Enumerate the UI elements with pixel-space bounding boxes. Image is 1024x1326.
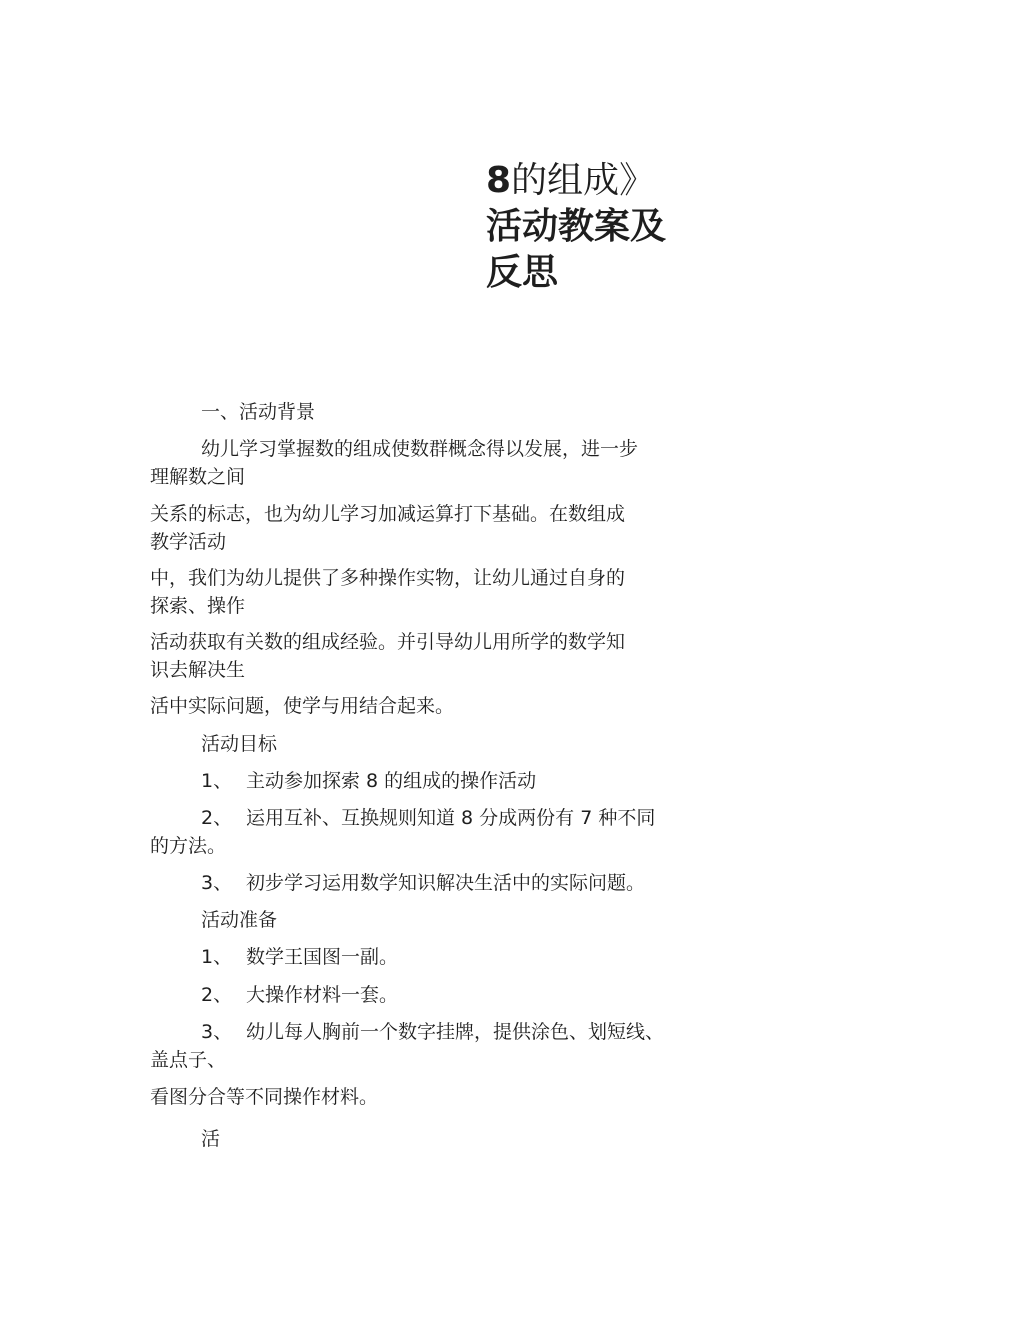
trailing-text: 活 [201,1128,221,1150]
paragraph-line: 识去解决生 [150,659,246,681]
paragraph-line: 教学活动 [150,531,227,553]
list-item [201,871,645,895]
paragraph-line: 活动获取有关数的组成经验。并引导幼儿用所学的数学知 [150,631,626,653]
title-line-1-text: 的组成》 [511,160,656,201]
paragraph-line: 活中实际问题，使学与用结合起来。 [150,695,455,717]
title-line-3: 反思 [486,252,559,293]
list-item-number: 1、 [201,946,233,968]
paragraph-line: 幼儿学习掌握数的组成使数群概念得以发展，进一步 [201,438,639,460]
list-item [201,945,398,969]
paragraph-line: 探索、操作 [150,595,246,617]
list-item [201,806,655,830]
list-item [201,1020,664,1044]
list-item-text: 数学王国图一副。 [246,946,399,968]
paragraph-line: 理解数之间 [150,466,246,488]
title-line-1 [486,158,686,204]
list-item-number: 2、 [201,807,233,829]
title-number: 8 [486,160,512,201]
list-item-text: 运用互补、互换规则知道 8 分成两份有 7 种不同 [246,807,656,829]
list-item-continuation: 的方法。 [150,835,227,857]
list-item-number: 3、 [201,872,233,894]
list-item [201,769,536,793]
list-item-continuation: 看图分合等不同操作材料。 [150,1086,379,1108]
list-item-number: 1、 [201,770,233,792]
section-heading-background: 一、活动背景 [201,401,316,423]
list-item-text: 主动参加探索 8 的组成的操作活动 [246,770,537,792]
paragraph-line: 中，我们为幼儿提供了多种操作实物，让幼儿通过自身的 [150,567,626,589]
section-heading-goals: 活动目标 [201,733,278,755]
list-item [201,983,398,1007]
section-heading-prep: 活动准备 [201,909,278,931]
list-item-text: 幼儿每人胸前一个数字挂牌，提供涂色、划短线、 [246,1021,665,1043]
document-title [486,158,686,296]
paragraph-line: 关系的标志，也为幼儿学习加减运算打下基础。在数组成 [150,503,626,525]
list-item-text: 初步学习运用数学知识解决生活中的实际问题。 [246,872,646,894]
list-item-number: 3、 [201,1021,233,1043]
list-item-text: 大操作材料一套。 [246,984,399,1006]
list-item-number: 2、 [201,984,233,1006]
title-line-2: 活动教案及 [486,206,667,247]
list-item-continuation: 盖点子、 [150,1049,227,1071]
